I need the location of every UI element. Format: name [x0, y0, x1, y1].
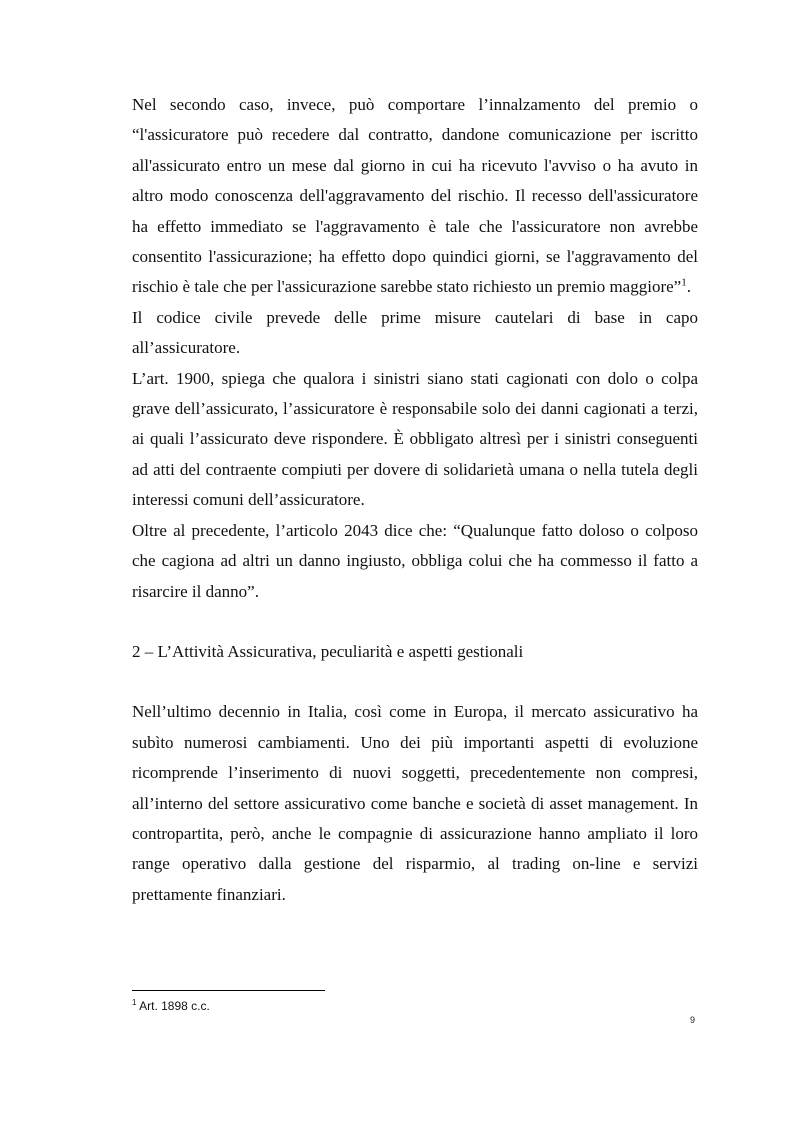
- footnote: [132, 998, 210, 1014]
- document-page: [132, 90, 698, 910]
- body-paragraph-3: L’art. 1900, spiega che qualora i sinistri siano stati cagionati con dolo o colpa grave dell’assicurato, l’assicuratore è responsabile solo dei danni cagionati a terzi, ai quali l’assicurato deve rispondere. È obbligato altresì per i sinistri conseguenti ad atti del contraente compiuti per dovere di solidarietà umana o nella tutela degli interessi comuni dell’assicuratore.: [132, 368, 698, 510]
- footnote-marker: 1: [132, 998, 137, 1007]
- page-number: 9: [690, 1015, 696, 1025]
- section-heading: 2 – L’Attività Assicurativa, peculiarità e aspetti gestionali: [132, 641, 524, 661]
- footnote-text: Art. 1898 c.c.: [139, 999, 210, 1013]
- section-paragraph-1: Nell’ultimo decennio in Italia, così come in Europa, il mercato assicurativo ha subìto numerosi cambiamenti. Uno dei più importanti aspetti di evoluzione ricomprende l’inserimento di nuovi soggetti, precedentemente non compresi, all’interno del settore assicurativo come banche e società di asset management. In contropartita, però, anche le compagnie di assicurazione hanno ampliato il loro range operativo dalla gestione del risparmio, al trading on-line e servizi prettamente finanziari.: [132, 702, 698, 904]
- paragraph-text: Nel secondo caso, invece, può comportare l’innalzamento del premio o “l'assicuratore può recedere dal contratto, dandone comunicazione per iscritto all'assicurato entro un mese dal giorno in cui ha ricevuto l'avviso o ha avuto in altro modo conoscenza dell'aggravamento del rischio. Il recesso dell'assicuratore ha effetto immediato se l'aggravamento è tale che l'assicuratore non avrebbe consentito l'assicurazione; ha effetto dopo quindici giorni, se l'aggravamento del rischio è tale che per l'assicurazione sarebbe stato richiesto un premio maggiore”: [132, 95, 698, 297]
- section-body: [132, 697, 698, 910]
- paragraph-tail: .: [686, 277, 691, 297]
- footnote-reference[interactable]: 1: [681, 276, 687, 289]
- footnote-separator: [132, 990, 325, 991]
- body-paragraph-1: [132, 90, 698, 303]
- body-paragraph-2: Il codice civile prevede delle prime misure cautelari di base in capo all’assicuratore.: [132, 307, 698, 358]
- body-paragraph-4: Oltre al precedente, l’articolo 2043 dice che: “Qualunque fatto doloso o colposo che cagiona ad altri un danno ingiusto, obbliga colui che ha commesso il fatto a risarcire il danno”.: [132, 520, 698, 601]
